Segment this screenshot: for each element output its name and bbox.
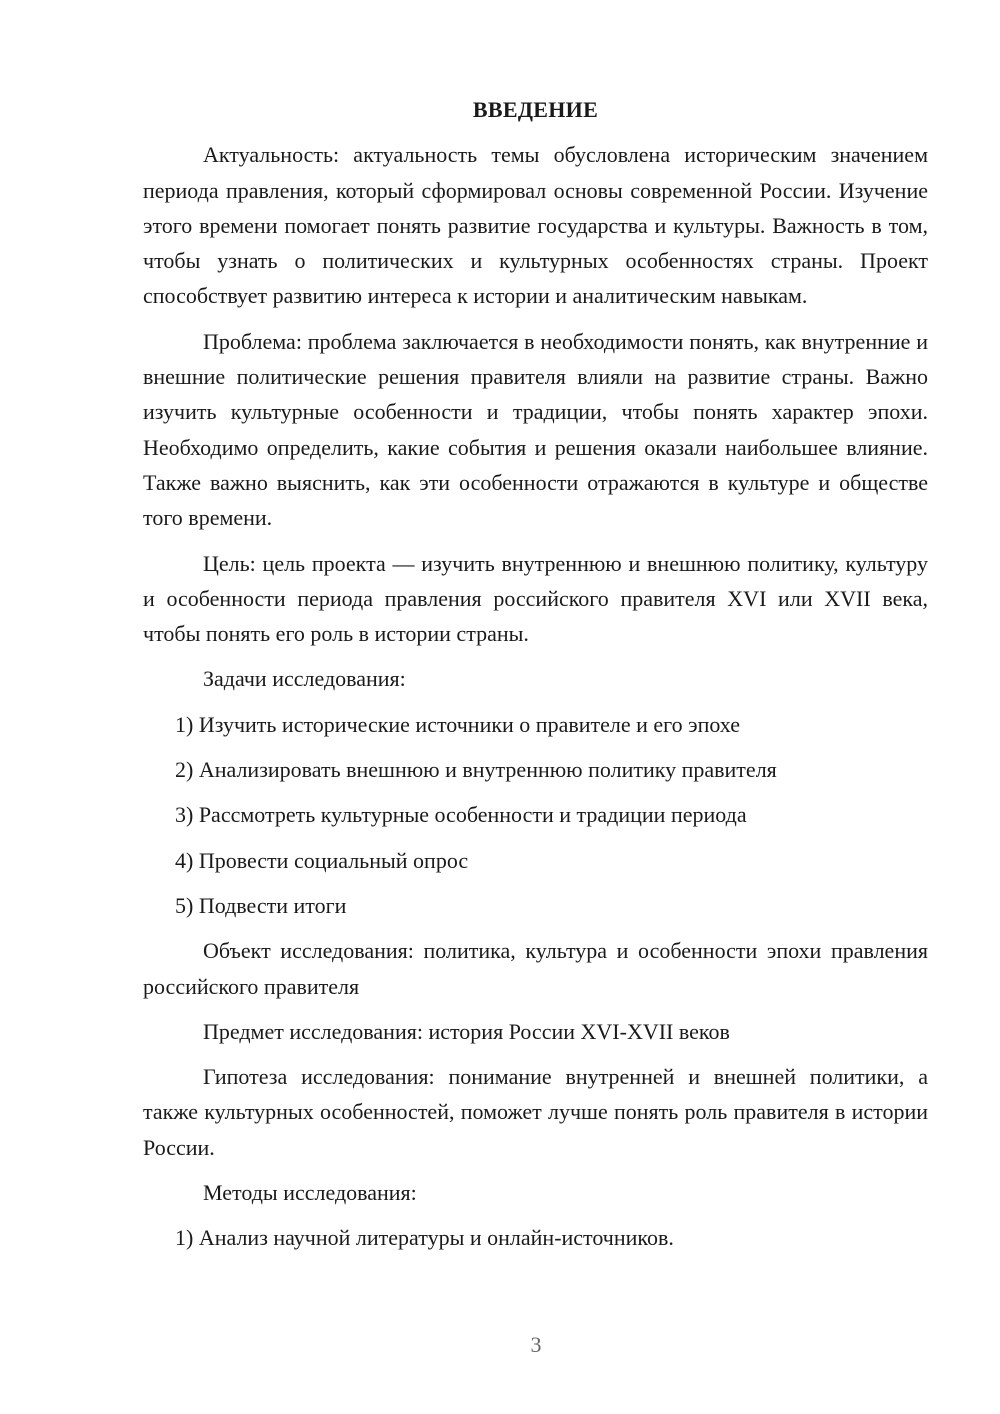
methods-heading: Методы исследования: — [203, 1180, 417, 1206]
page-number: 3 — [530, 1332, 542, 1357]
list-item-task-3: 3) Рассмотреть культурные особенности и традиции периода — [175, 802, 747, 828]
list-item-task-5: 5) Подвести итоги — [175, 892, 347, 918]
paragraph-relevance: Актуальность: актуальность темы обусловлена историческим значением периода правления, который сформировал основы современной России. Изучение этого времени помогает понять развитие государства и культуры. Важность в том, чтобы узнать о политических и культурных особенностях страны. Проект способствует развитию интереса к истории и аналитическим навыкам. — [143, 142, 928, 309]
list-item-task-2: 2) Анализировать внешнюю и внутреннюю политику правителя — [175, 757, 777, 783]
paragraph-problem: Проблема: проблема заключается в необходимости понять, как внутренние и внешние политические решения правителя влияли на развитие страны. Важно изучить культурные особенности и традиции, чтобы понять характер эпохи. Необходимо определить, какие события и решения оказали наибольшее влияние. Также важно выяснить, как эти особенности отражаются в культуре и обществе того времени. — [143, 328, 928, 531]
paragraph-hypothesis: Гипотеза исследования: понимание внутренней и внешней политики, а также культурных особенностей, поможет лучше понять роль правителя в истории России. — [143, 1064, 928, 1160]
list-item-task-4: 4) Провести социальный опрос — [175, 847, 469, 873]
document-page — [143, 92, 928, 1266]
tasks-heading: Задачи исследования: — [203, 666, 406, 692]
page-title: ВВЕДЕНИЕ — [472, 97, 599, 122]
paragraph-object: Объект исследования: политика, культура и особенности эпохи правления российского правителя — [143, 938, 928, 999]
list-item-task-1: 1) Изучить исторические источники о правителе и его эпохе — [175, 711, 741, 737]
paragraph-goal: Цель: цель проекта — изучить внутреннюю и внешнюю политику, культуру и особенности периода правления российского правителя XVI или XVII века, чтобы понять его роль в истории страны. — [143, 550, 928, 647]
list-item-method-1: 1) Анализ научной литературы и онлайн-источников. — [175, 1225, 674, 1251]
paragraph-subject: Предмет исследования: история России XVI-XVII веков — [203, 1018, 730, 1044]
